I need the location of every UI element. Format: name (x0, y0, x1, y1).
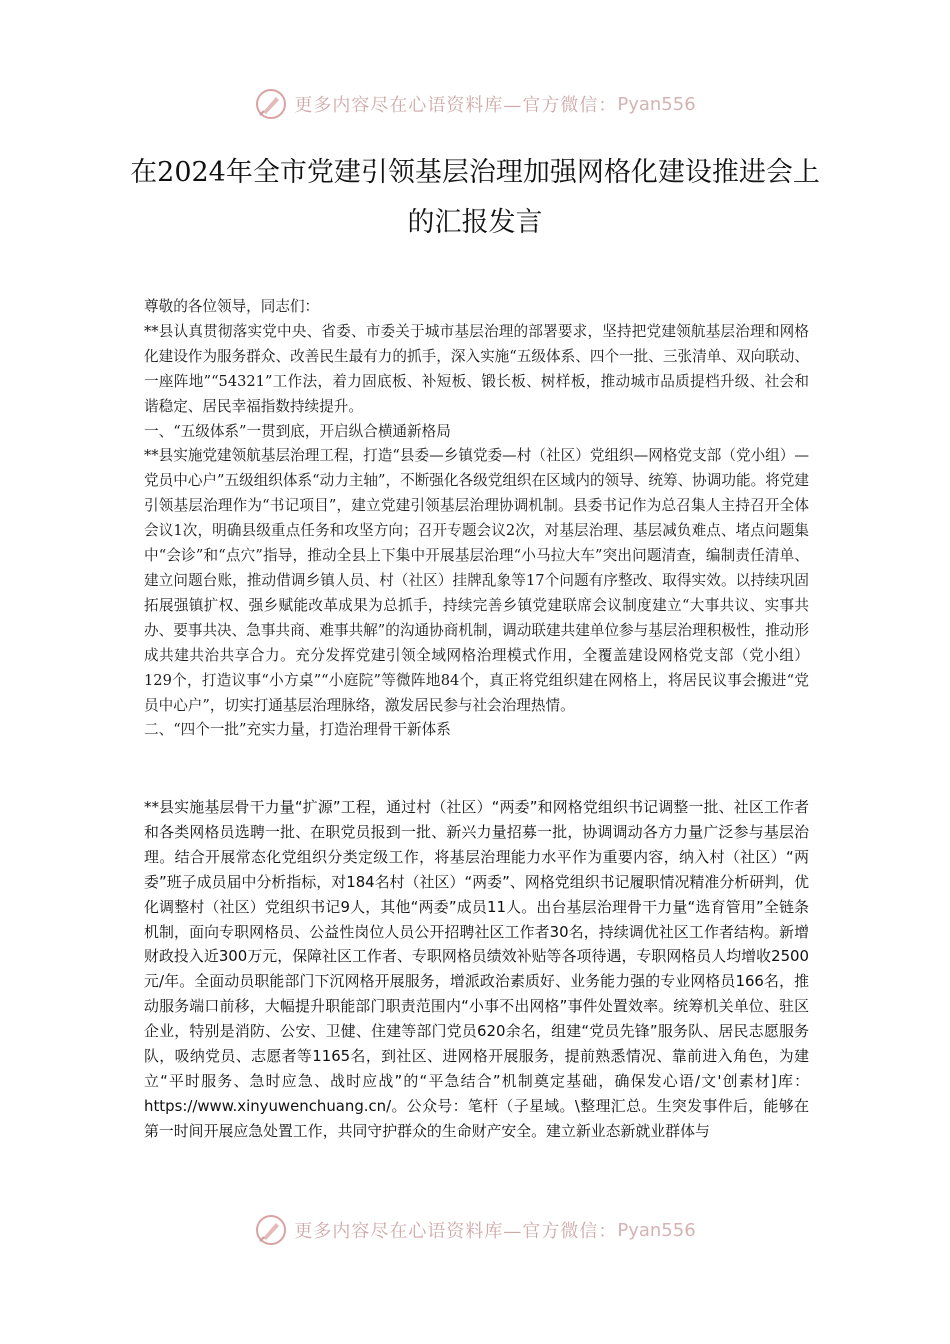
section-1-paragraph: **县实施党建领航基层治理工程，打造“县委—乡镇党委—村（社区）党组织—网格党支部（党小组）—党员中心户”五级组织体系“动力主轴”，不断强化各级党组织在区域内的领导、统筹、协调功能。将党建引领基层治理作为“书记项目”，建立党建引领基层治理协调机制。县委书记作为总召集人主持召开全体会议1次，明确县级重点任务和攻坚方向；召开专题会议2次，对基层治理、基层减负难点、堵点问题集中“会诊”和“点穴”指导，推动全县上下集中开展基层治理“小马拉大车”突出问题清查，编制责任清单、建立问题台账，推动借调乡镇人员、村（社区）挂牌乱象等17个问题有序整改、取得实效。以持续巩固拓展强镇扩权、强乡赋能改革成果为总抓手，持续完善乡镇党建联席会议制度建立“大事共议、实事共办、要事共决、急事共商、难事共解”的沟通协商机制，调动联建共建单位参与基层治理积极性，推动形成共建共治共享合力。充分发挥党建引领全域网格治理模式作用，全覆盖建设网格党支部（党小组）129个，打造议事“小方桌”“小庭院”等微阵地84个，真正将党组织建在网格上，将居民议事会搬进“党员中心户”，切实打通基层治理脉络，激发居民参与社会治理热情。 (144, 447, 809, 714)
document-body (144, 295, 809, 743)
section-2-body (144, 795, 809, 1144)
salutation: 尊敬的各位领导，同志们： (144, 298, 320, 315)
pen-nib-circle-icon (254, 1213, 288, 1247)
section-2-paragraph: **县实施基层骨干力量“扩源”工程，通过村（社区）“两委”和网格党组织书记调整一批、社区工作者和各类网格员选聘一批、在职党员报到一批、新兴力量招募一批，协调调动各方力量广泛参与基层治理。结合开展常态化党组织分类定级工作，将基层治理能力水平作为重要内容，纳入村（社区）“两委”班子成员届中分析指标，对184名村（社区）“两委”、网格党组织书记履职情况精准分析研判，优化调整村（社区）党组织书记9人，其他“两委”成员11人。出台基层治理骨干力量“选育管用”全链条机制，面向专职网格员、公益性岗位人员公开招聘社区工作者30名，持续调优社区工作者结构。新增财政投入近300万元，保障社区工作者、专职网格员绩效补贴等各项待遇，专职网格员人均增收2500元/年。全面动员职能部门下沉网格开展服务，增派政治素质好、业务能力强的专业网格员166名，推动服务端口前移，大幅提升职能部门职责范围内“小事不出网格”事件处置效率。统筹机关单位、驻区企业，特别是消防、公安、卫健、住建等部门党员620余名，组建“党员先锋”服务队、居民志愿服务队，吸纳党员、志愿者等1165名，到社区、进网格开展服务，提前熟悉情况、靠前进入角色，为建立“平时服务、急时应急、战时应战”的“平急结合”机制奠定基础，确保发心语/文'创素材]库：https://www.xinyuwenchuang.cn/。公众号：笔杆（子星域。\整理汇总。生突发事件后，能够在第一时间开展应急处置工作，共同守护群众的生命财产安全。建立新业态新就业群体与 (144, 798, 809, 1140)
banner-text: 更多内容尽在心语资料库—官方微信： (294, 95, 618, 116)
pen-nib-circle-icon (254, 87, 288, 121)
section-heading-2: 二、“四个一批”充实力量，打造治理骨干新体系 (144, 721, 451, 739)
banner-text: 更多内容尽在心语资料库—官方微信： (294, 1221, 618, 1242)
header-banner (0, 84, 950, 124)
document-title: 在2024年全市党建引领基层治理加强网格化建设推进会上的汇报发言 (130, 157, 820, 238)
intro-paragraph: **县认真贯彻落实党中央、省委、市委关于城市基层治理的部署要求，坚持把党建领航基层治理和网格化建设作为服务群众、改善民生最有力的抓手，深入实施“五级体系、四个一批、三张清单、双向联动、一座阵地”“54321”工作法，着力固底板、补短板、锻长板、树样板，推动城市品质提档升级、社会和谐稳定、居民幸福指数持续提升。 (144, 322, 809, 415)
banner-wechat-id: Pyan556 (617, 93, 696, 115)
section-heading-1: 一、“五级体系”一贯到底，开启纵合横通新格局 (144, 422, 451, 440)
banner-wechat-id: Pyan556 (617, 1219, 696, 1241)
footer-banner (0, 1210, 950, 1250)
